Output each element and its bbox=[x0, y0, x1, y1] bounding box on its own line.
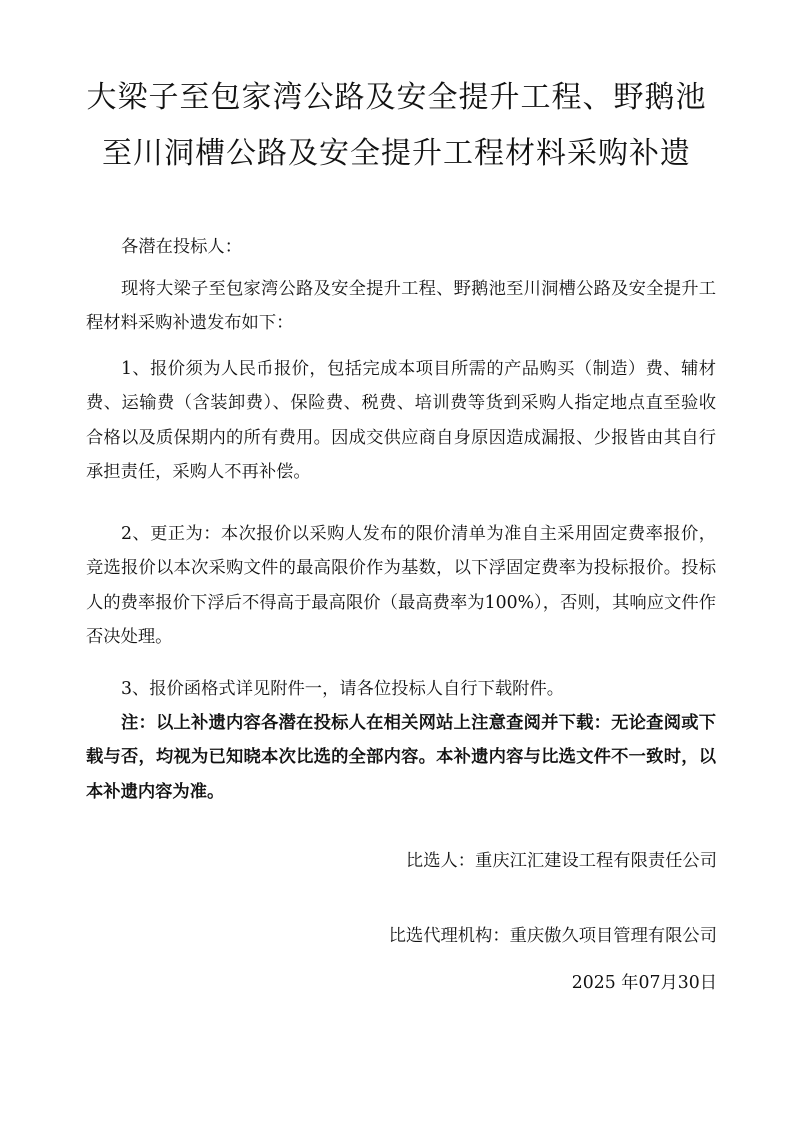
agent-signature: 比选代理机构：重庆傲久项目管理有限公司 bbox=[388, 926, 717, 946]
item-3-paragraph: 3、报价函格式详见附件一，请各位投标人自行下载附件。 bbox=[121, 679, 565, 699]
selector-signature: 比选人：重庆江汇建设工程有限责任公司 bbox=[405, 851, 717, 871]
intro-paragraph: 现将大梁子至包家湾公路及安全提升工程、野鹅池至川洞槽公路及安全提升工程材料采购补遗发布如下： bbox=[86, 279, 716, 334]
item-2-paragraph: 2、更正为：本次报价以采购人发布的限价清单为准自主采用固定费率报价，竞选报价以本次采购文件的最高限价作为基数，以下浮固定费率为投标报价。投标人的费率报价下浮后不得高于最高限价（最高费率为100%），否则，其响应文件作否决处理。 bbox=[86, 524, 716, 647]
document-date: 2025 年07月30日 bbox=[571, 973, 717, 993]
document-title-line-1: 大梁子至包家湾公路及安全提升工程、野鹅池 bbox=[86, 80, 707, 115]
salutation: 各潜在投标人： bbox=[121, 237, 242, 257]
item-1-paragraph: 1、报价须为人民币报价，包括完成本项目所需的产品购买（制造）费、辅材费、运输费（含装卸费）、保险费、税费、培训费等货到采购人指定地点直至验收合格以及质保期内的所有费用。因成交供应商自身原因造成漏报、少报皆由其自行承担责任，采购人不再补偿。 bbox=[86, 359, 716, 482]
note-paragraph: 注：以上补遗内容各潜在投标人在相关网站上注意查阅并下载：无论查阅或下载与否，均视为已知晓本次比选的全部内容。本补遗内容与比选文件不一致时，以本补遗内容为准。 bbox=[86, 713, 716, 802]
document-title-line-2: 至川洞槽公路及安全提升工程材料采购补遗 bbox=[102, 136, 691, 171]
